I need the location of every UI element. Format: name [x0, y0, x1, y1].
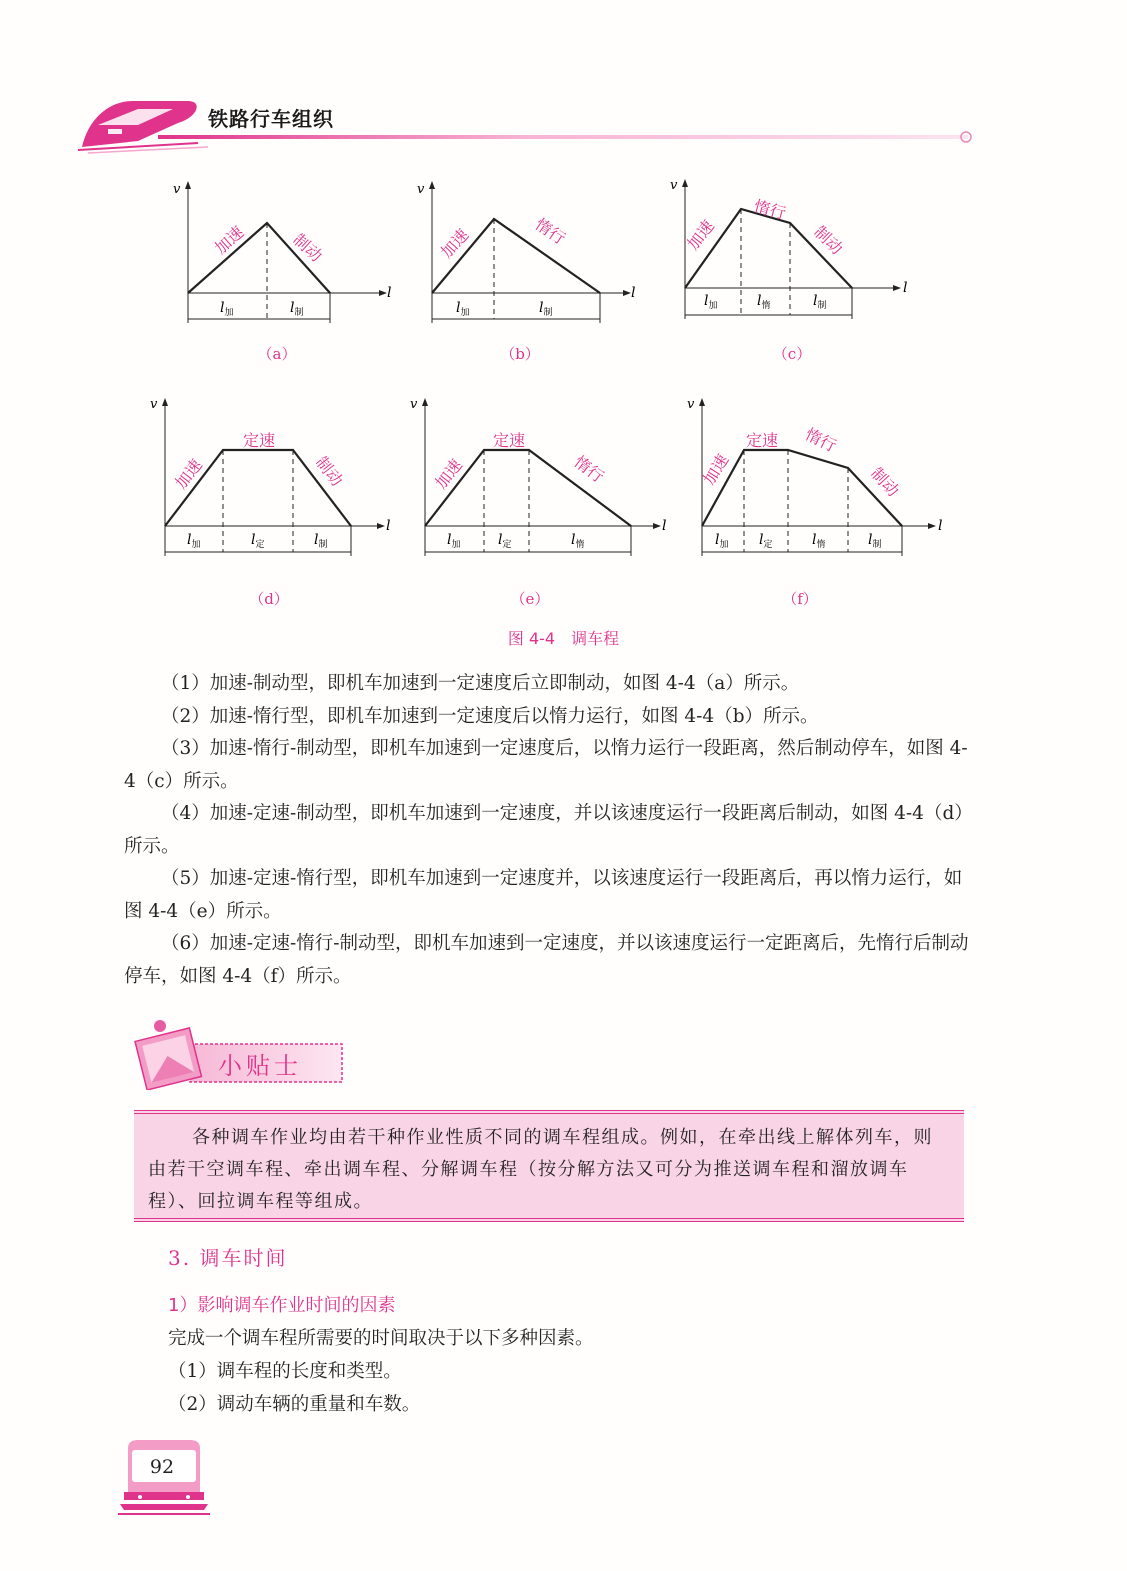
paragraph: （1）加速-制动型，即机车加速到一定速度后立即制动，如图 4-4（a）所示。	[161, 673, 800, 694]
phase-label: 加速	[431, 455, 466, 493]
body-paragraphs	[124, 668, 974, 993]
length-label: $l_加$	[456, 300, 470, 318]
section-line: 完成一个调车程所需要的时间取决于以下多种因素。	[168, 1328, 594, 1349]
axis-v-label: v	[670, 178, 678, 193]
axis-l-label: l	[387, 285, 392, 301]
page-number: 92	[149, 1456, 175, 1478]
diagram-c-label: （c）	[772, 345, 812, 363]
length-label: $l_制$	[868, 532, 882, 550]
axis-v-label: v	[687, 397, 695, 412]
section-line: （2）调动车辆的重量和车数。	[168, 1394, 421, 1415]
diagram-e-label: （e）	[510, 590, 550, 608]
diagram-e	[405, 392, 675, 562]
phase-label: 定速	[243, 431, 276, 450]
axis-v-label: v	[417, 182, 425, 197]
paragraph: （5）加速-定速-惰行型，即机车加速到一定速度并，以该速度运行一段距离后，再以惰力运行，如图 4-4（e）所示。	[124, 868, 963, 922]
axis-v-label: v	[150, 397, 158, 412]
train-front-icon	[118, 1440, 210, 1516]
diagram-d	[145, 392, 405, 562]
axis-l-label: l	[938, 518, 943, 534]
phase-label: 制动	[867, 463, 903, 501]
phase-label: 惰行	[802, 424, 840, 456]
phase-label: 加速	[171, 455, 206, 493]
phase-label: 制动	[289, 229, 326, 266]
figure-caption: 图 4-4 调车程	[507, 629, 620, 648]
length-label: $l_加$	[187, 532, 201, 550]
phase-label: 惰行	[751, 196, 788, 224]
length-label: $l_制$	[314, 532, 328, 550]
header-title: 铁路行车组织	[208, 107, 334, 131]
length-label: $l_定$	[759, 532, 773, 550]
diagram-b-label: （b）	[500, 345, 540, 363]
diagram-f	[682, 392, 957, 562]
length-label: $l_加$	[447, 532, 461, 550]
phase-label: 制动	[311, 452, 347, 490]
tip-box	[134, 1110, 964, 1222]
axis-l-label: l	[903, 280, 908, 296]
diagram-f-label: （f）	[782, 590, 818, 608]
axis-l-label: l	[631, 285, 636, 301]
axis-v-label: v	[173, 182, 181, 197]
diagram-b	[412, 175, 652, 335]
phase-label: 加速	[683, 216, 718, 254]
diagram-a	[168, 175, 398, 335]
tip-text: 各种调车作业均由若干种作业性质不同的调车程组成。例如，在牵出线上解体列车，则由若干空调车程、牵出调车程、分解调车程（按分解方法又可分为推送调车程和溜放调车程）、回拉调车程等组成。	[148, 1127, 933, 1212]
length-label: $l_加$	[704, 293, 718, 311]
paragraph: （6）加速-定速-惰行-制动型，即机车加速到一定速度，并以该速度运行一定距离后，先惰行后制动停车，如图 4-4（f）所示。	[124, 933, 969, 987]
paragraph: （4）加速-定速-制动型，即机车加速到一定速度，并以该速度运行一段距离后制动，如图 4-4（d）所示。	[124, 803, 973, 857]
diagram-c	[665, 175, 915, 335]
length-label: $l_加$	[715, 532, 729, 550]
diagram-a-label: （a）	[257, 345, 297, 363]
section-subtitle: 1）影响调车作业时间的因素	[168, 1295, 396, 1316]
phase-label: 惰行	[570, 452, 608, 487]
length-label: $l_制$	[539, 300, 553, 318]
length-label: $l_惰$	[571, 532, 585, 550]
axis-v-label: v	[410, 397, 418, 412]
page-number-badge	[118, 1440, 210, 1516]
page-header	[78, 95, 978, 155]
phase-label: 加速	[699, 450, 733, 489]
length-label: $l_制$	[813, 293, 827, 311]
phase-label: 制动	[810, 222, 847, 259]
phase-label: 定速	[493, 431, 526, 450]
section-title: 3. 调车时间	[168, 1246, 288, 1270]
length-label: $l_定$	[498, 532, 512, 550]
section-body	[168, 1322, 968, 1421]
length-label: $l_惰$	[812, 532, 826, 550]
section-line: （1）调车程的长度和类型。	[168, 1361, 402, 1382]
paragraph: （3）加速-惰行-制动型，即机车加速到一定速度后，以惰力运行一段距离，然后制动停车，如图 4-4（c）所示。	[124, 738, 968, 792]
tip-label: 小贴士	[218, 1052, 302, 1080]
phase-label: 加速	[436, 225, 473, 262]
phase-label: 加速	[210, 222, 248, 258]
diagram-d-label: （d）	[249, 590, 289, 608]
phase-label: 惰行	[531, 214, 569, 249]
phase-label: 定速	[746, 431, 779, 450]
paragraph: （2）加速-惰行型，即机车加速到一定速度后以惰力运行，如图 4-4（b）所示。	[161, 705, 819, 727]
length-label: $l_制$	[290, 300, 304, 318]
axis-l-label: l	[662, 518, 667, 534]
length-label: $l_加$	[220, 300, 234, 318]
length-label: $l_惰$	[757, 293, 771, 311]
length-label: $l_定$	[251, 532, 265, 550]
axis-l-label: l	[386, 518, 391, 534]
